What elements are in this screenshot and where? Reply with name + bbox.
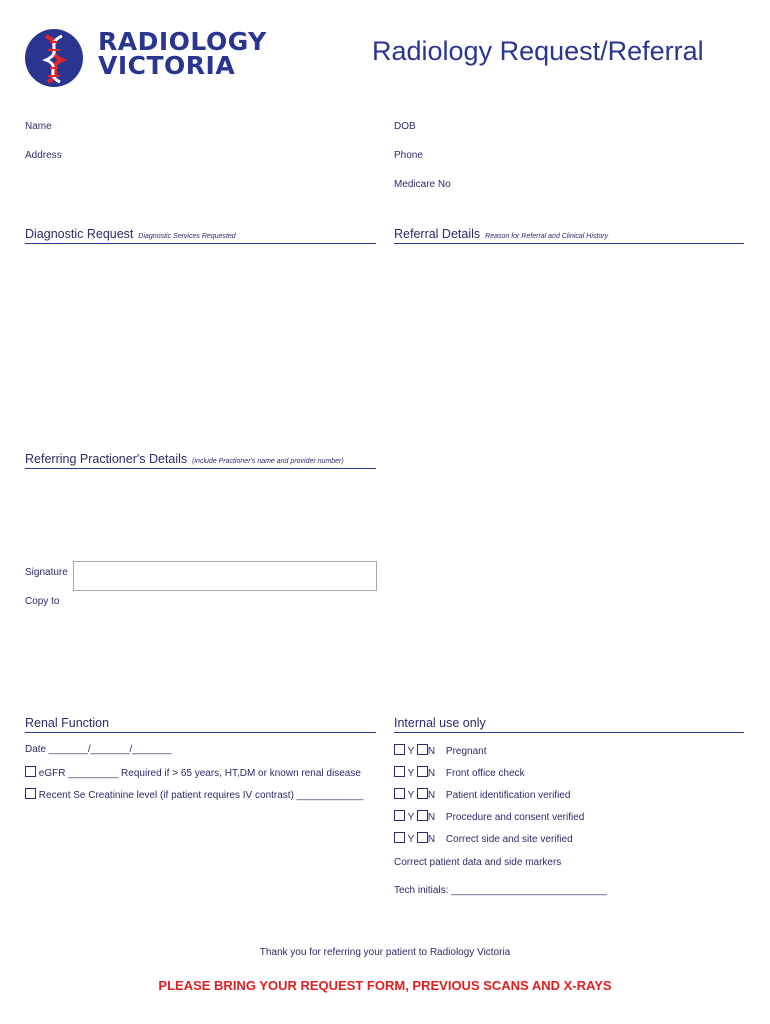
practitioner-heading xyxy=(25,452,344,466)
thank-you-note: Thank you for referring your patient to Radiology Victoria xyxy=(259,947,511,958)
yes-checkbox[interactable] xyxy=(394,788,405,799)
internal-use-title: Internal use only xyxy=(394,716,486,730)
check-label: Procedure and consent verified xyxy=(445,812,585,823)
internal-rule xyxy=(394,732,744,733)
diagnostic-request-field[interactable] xyxy=(25,248,376,448)
medicare-label: Medicare No xyxy=(394,179,451,190)
no-label: N xyxy=(427,834,436,845)
no-checkbox[interactable] xyxy=(417,788,428,799)
diagnostic-request-title: Diagnostic Request xyxy=(25,227,134,241)
check-label: Correct side and site verified xyxy=(445,834,573,845)
tech-initials-field[interactable]: Tech initials: ____________________________ xyxy=(394,885,607,896)
side-markers-label: Correct patient data and side markers xyxy=(394,857,562,868)
bring-documents-notice: PLEASE BRING YOUR REQUEST FORM, PREVIOUS SCANS AND X-RAYS xyxy=(158,978,612,993)
yes-checkbox[interactable] xyxy=(394,832,405,843)
yes-label: Y xyxy=(407,790,415,801)
diagnostic-request-heading xyxy=(25,227,236,241)
no-checkbox[interactable] xyxy=(417,766,428,777)
practitioner-title: Referring Practioner's Details xyxy=(25,452,188,466)
referral-details-note: Reason for Referral and Clinical History xyxy=(485,233,609,240)
no-label: N xyxy=(427,812,436,823)
no-label: N xyxy=(427,768,436,779)
address-label: Address xyxy=(25,150,62,161)
check-row-front-office xyxy=(394,766,525,779)
diagnostic-rule xyxy=(25,243,376,244)
check-row-patient-id xyxy=(394,788,570,801)
egfr-row xyxy=(25,766,361,779)
yes-checkbox[interactable] xyxy=(394,766,405,777)
referral-details-title: Referral Details xyxy=(394,227,481,241)
egfr-label: eGFR _________ Required if > 65 years, HT,DM or known renal disease xyxy=(38,768,361,779)
yes-checkbox[interactable] xyxy=(394,744,405,755)
phone-label: Phone xyxy=(394,150,423,161)
name-label: Name xyxy=(25,121,52,132)
check-label: Pregnant xyxy=(445,746,487,757)
creatinine-row xyxy=(25,788,363,801)
signature-field[interactable] xyxy=(73,561,377,591)
check-label: Front office check xyxy=(445,768,525,779)
creatinine-checkbox[interactable] xyxy=(25,788,36,799)
no-label: N xyxy=(427,746,436,757)
egfr-checkbox[interactable] xyxy=(25,766,36,777)
radiology-victoria-logo xyxy=(24,28,84,88)
no-label: N xyxy=(427,790,436,801)
copy-to-label: Copy to xyxy=(25,596,60,607)
brand-line-2: VICTORIA xyxy=(98,51,236,80)
no-checkbox[interactable] xyxy=(417,832,428,843)
creatinine-label: Recent Se Creatinine level (if patient requires IV contrast) ____________ xyxy=(38,790,364,801)
brand-line-1: RADIOLOGY xyxy=(98,27,267,56)
page-title: Radiology Request/Referral xyxy=(372,36,704,66)
yes-checkbox[interactable] xyxy=(394,810,405,821)
brand-name xyxy=(98,27,267,80)
renal-rule xyxy=(25,732,376,733)
referral-details-field[interactable] xyxy=(394,248,744,708)
diagnostic-request-note: Diagnostic Services Requested xyxy=(138,233,236,240)
yes-label: Y xyxy=(407,812,415,823)
yes-label: Y xyxy=(407,746,415,757)
renal-date-line[interactable]: Date _______/_______/_______ xyxy=(25,744,172,755)
dob-label: DOB xyxy=(394,121,416,132)
check-row-pregnant xyxy=(394,744,487,757)
check-label: Patient identification verified xyxy=(445,790,571,801)
renal-function-title: Renal Function xyxy=(25,716,110,730)
no-checkbox[interactable] xyxy=(417,810,428,821)
check-row-side-site xyxy=(394,832,573,845)
practitioner-rule xyxy=(25,468,376,469)
referral-details-heading xyxy=(394,227,608,241)
practitioner-details-field[interactable] xyxy=(25,473,376,553)
check-row-procedure-consent xyxy=(394,810,584,823)
signature-label: Signature xyxy=(25,567,68,578)
practitioner-note: (include Practioner's name and provider number) xyxy=(192,458,344,465)
no-checkbox[interactable] xyxy=(417,744,428,755)
referral-rule xyxy=(394,243,744,244)
yes-label: Y xyxy=(407,768,415,779)
yes-label: Y xyxy=(407,834,415,845)
